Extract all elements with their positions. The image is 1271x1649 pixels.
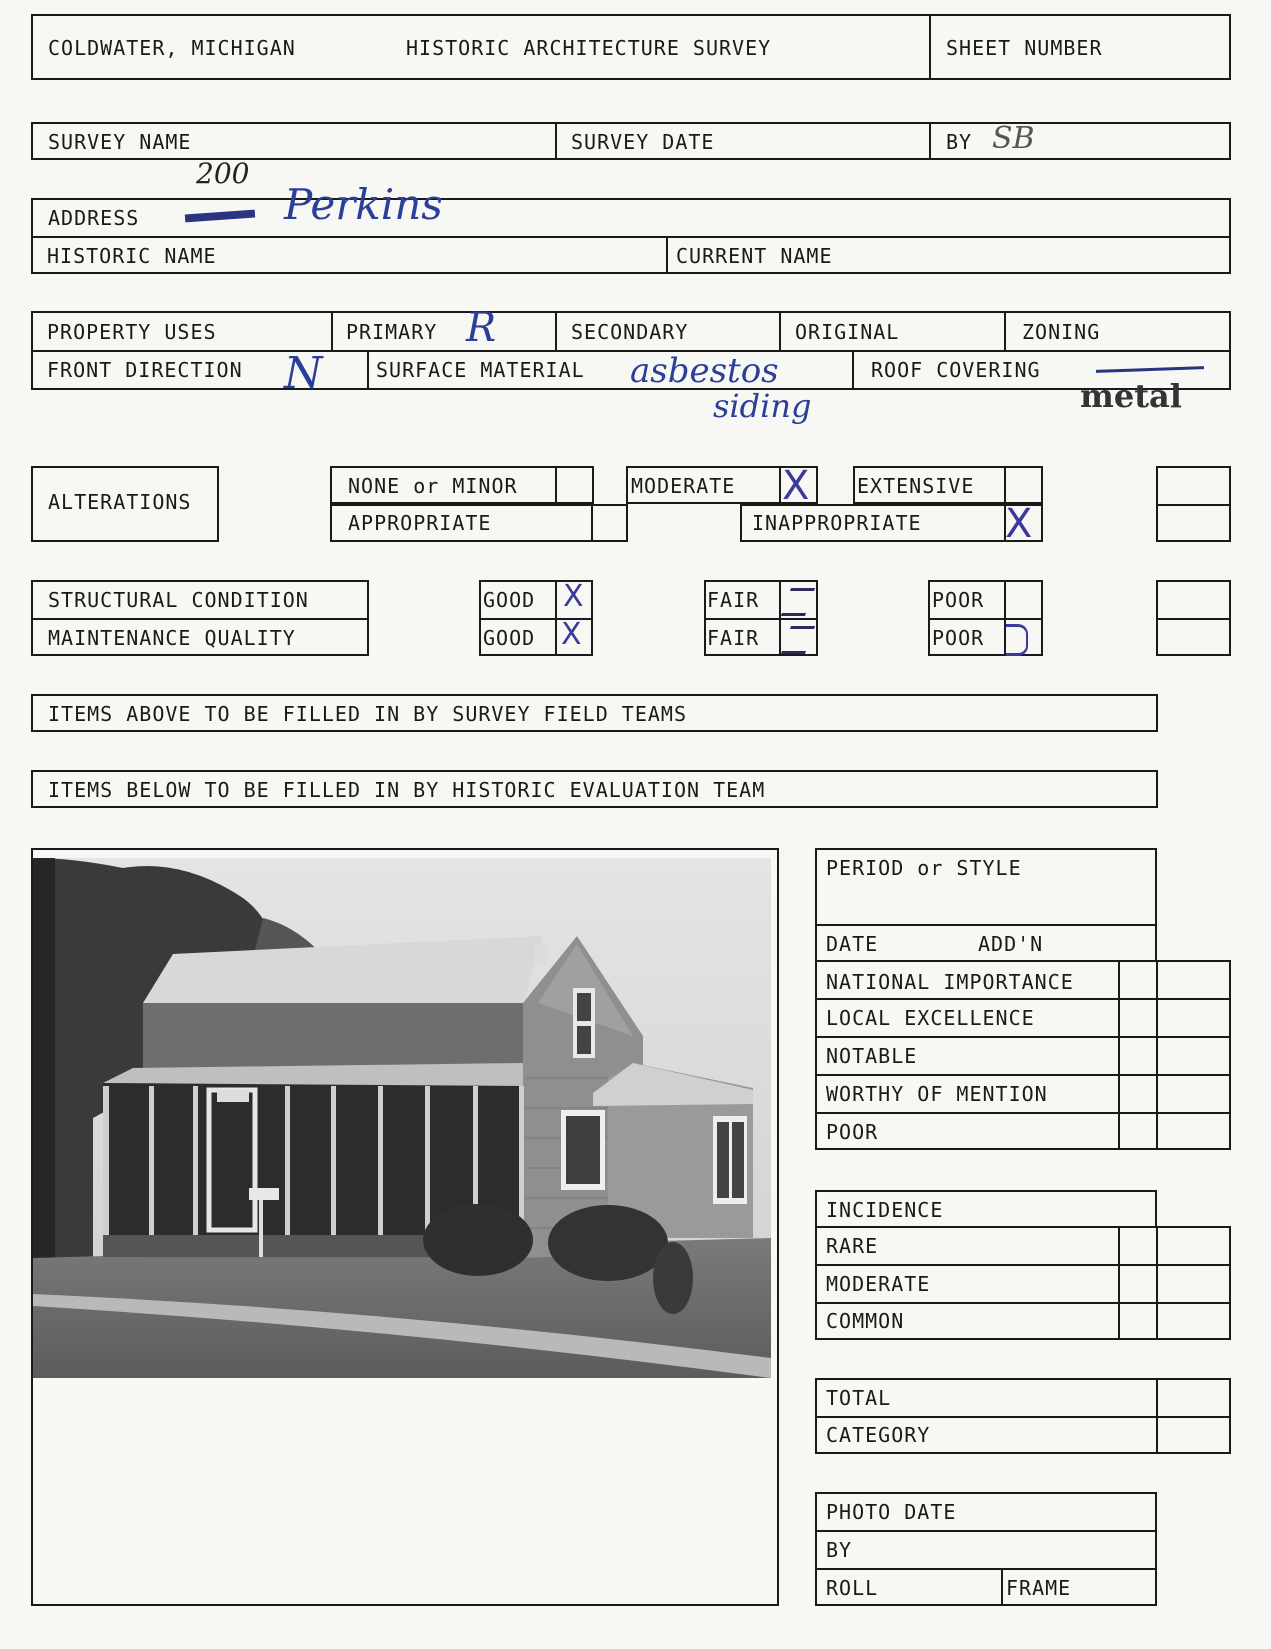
- form-title: HISTORIC ARCHITECTURE SURVEY: [406, 36, 772, 60]
- original-label: ORIGINAL: [795, 320, 900, 344]
- by-label: BY: [946, 130, 973, 154]
- surface-material-label: SURFACE MATERIAL: [376, 358, 585, 382]
- surface-material-value-2: siding: [713, 387, 812, 425]
- moderate-checkmark: X: [782, 463, 810, 509]
- address-label: ADDRESS: [48, 206, 140, 230]
- survey-date-label: SURVEY DATE: [571, 130, 715, 154]
- alterations-label: ALTERATIONS: [48, 490, 192, 514]
- extensive-label: EXTENSIVE: [857, 474, 975, 498]
- appropriate-label: APPROPRIATE: [348, 511, 492, 535]
- maintenance-good-checkmark: X: [561, 617, 582, 652]
- roll-label: ROLL: [826, 1576, 879, 1600]
- maintenance-poor-label: POOR: [932, 626, 985, 650]
- period-style-label: PERIOD or STYLE: [826, 856, 1022, 880]
- primary-value: R: [466, 305, 497, 351]
- structural-condition-label: STRUCTURAL CONDITION: [48, 588, 309, 612]
- front-direction-value: N: [284, 348, 323, 399]
- worthy-of-mention-label: WORTHY OF MENTION: [826, 1082, 1048, 1106]
- photo-by-label: BY: [826, 1538, 853, 1562]
- property-uses-label: PROPERTY USES: [47, 320, 217, 344]
- surface-material-value-1: asbestos: [630, 351, 779, 391]
- house-photo-drawing: [33, 858, 771, 1378]
- incidence-label: INCIDENCE: [826, 1198, 944, 1222]
- roof-covering-value: metal: [1080, 377, 1182, 415]
- incidence-common-label: COMMON: [826, 1309, 905, 1333]
- none-minor-label: NONE or MINOR: [348, 474, 518, 498]
- addn-label: ADD'N: [978, 932, 1044, 956]
- current-name-label: CURRENT NAME: [676, 244, 833, 268]
- inappropriate-checkmark: X: [1005, 501, 1033, 547]
- national-importance-label: NATIONAL IMPORTANCE: [826, 970, 1074, 994]
- field-teams-note: ITEMS ABOVE TO BE FILLED IN BY SURVEY FIELD TEAMS: [48, 702, 688, 726]
- house-photo: [33, 858, 771, 1378]
- incidence-rare-label: RARE: [826, 1234, 879, 1258]
- date-label: DATE: [826, 932, 879, 956]
- structural-good-checkmark: X: [563, 579, 584, 614]
- maintenance-poor-scribble: [1006, 624, 1028, 656]
- front-direction-label: FRONT DIRECTION: [47, 358, 243, 382]
- zoning-label: ZONING: [1022, 320, 1101, 344]
- by-handwritten: SB: [992, 121, 1035, 156]
- local-excellence-label: LOCAL EXCELLENCE: [826, 1006, 1035, 1030]
- historic-name-label: HISTORIC NAME: [47, 244, 217, 268]
- sheet-number-label: SHEET NUMBER: [946, 36, 1103, 60]
- inappropriate-label: INAPPROPRIATE: [752, 511, 922, 535]
- moderate-label: MODERATE: [631, 474, 736, 498]
- survey-name-label: SURVEY NAME: [48, 130, 192, 154]
- secondary-label: SECONDARY: [571, 320, 689, 344]
- address-number: 200: [196, 157, 250, 190]
- photo-date-label: PHOTO DATE: [826, 1500, 957, 1524]
- incidence-moderate-label: MODERATE: [826, 1272, 931, 1296]
- evaluation-poor-label: POOR: [826, 1120, 879, 1144]
- total-label: TOTAL: [826, 1386, 892, 1410]
- maintenance-fair-label: FAIR: [707, 626, 760, 650]
- structural-fair-label: FAIR: [707, 588, 760, 612]
- primary-label: PRIMARY: [346, 320, 438, 344]
- category-label: CATEGORY: [826, 1423, 931, 1447]
- evaluation-team-note: ITEMS BELOW TO BE FILLED IN BY HISTORIC EVALUATION TEAM: [48, 778, 766, 802]
- structural-good-label: GOOD: [483, 588, 536, 612]
- structural-poor-label: POOR: [932, 588, 985, 612]
- maintenance-good-label: GOOD: [483, 626, 536, 650]
- frame-label: FRAME: [1006, 1576, 1072, 1600]
- notable-label: NOTABLE: [826, 1044, 918, 1068]
- city-label: COLDWATER, MICHIGAN: [48, 36, 296, 60]
- address-street: Perkins: [284, 180, 443, 229]
- roof-covering-label: ROOF COVERING: [871, 358, 1041, 382]
- maintenance-quality-label: MAINTENANCE QUALITY: [48, 626, 296, 650]
